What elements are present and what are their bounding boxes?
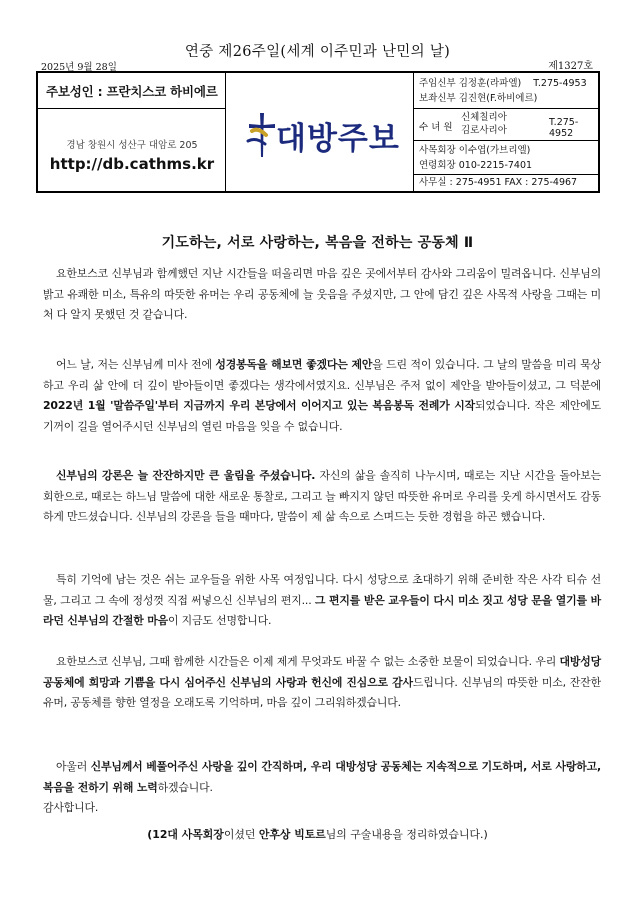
bulletin-title: 연중 제26주일(세계 이주민과 난민의 날) [184, 44, 451, 60]
convent-info [414, 109, 600, 141]
cross-icon [244, 111, 280, 159]
article-paragraph-5 [43, 652, 601, 714]
office-contact: 사무실 : 275-4951 FAX : 275-4967 [419, 177, 578, 188]
closing-name: 안후상 빅토르 [258, 828, 326, 841]
parish-website[interactable]: http://db.cathms.kr [49, 155, 215, 173]
p1-text: 요한보스코 신부님과 함께했던 지난 시간들을 떠올리면 마음 깊은 곳에서부터 감사와 그리움이 밀려옵니다. 신부님의 밝고 유쾌한 미소, 특유의 따뜻한 유머는 우리 공동체에 늘 웃음을 주셨지만, 그 안에 담긴 깊은 사목적 사랑을 그때는 미처 다 알지 못했던 것 같습니다. [43, 267, 601, 322]
p2-bold-a: 성경봉독을 해보면 좋겠다는 제안 [215, 358, 373, 371]
issue-number: 제1327호 [548, 61, 593, 72]
convent-phone: T.275-4952 [549, 117, 579, 139]
sister-names [461, 111, 507, 137]
p2-bold-b: 2022년 1월 '말씀주일'부터 지금까지 우리 본당에서 이어지고 있는 복음봉독 전례가 시작 [43, 399, 476, 413]
closing-role: 사목회장 [181, 828, 224, 841]
article-paragraph-2 [43, 355, 601, 437]
clergy-info [414, 73, 600, 109]
federation-chair: 연령회장 010-2215-7401 [419, 160, 533, 171]
article-paragraph-4 [43, 570, 601, 632]
p5-bold: 대방성당 공동체에 희망과 기쁨을 다시 심어주신 신부님의 사랑과 헌신에 진심으로 감사 [43, 655, 601, 689]
convent-label: 수 녀 원 [419, 122, 453, 133]
closing-open: (12대 [147, 828, 182, 841]
parish-address: 경남 창원시 성산구 대암로 205 [66, 140, 198, 151]
p3-bold: 신부님의 강론은 늘 잔잔하지만 큰 울림을 주셨습니다. [56, 469, 316, 482]
council-chair: 사목회장 이수엽(가브리엘) [419, 145, 531, 156]
closing-text-b: 님의 구술내용을 정리하였습니다.) [325, 828, 488, 841]
issue-date: 2025년 9월 28일 [41, 62, 117, 73]
closing-text-a: 이셨던 [223, 828, 259, 841]
patron-saint: 주보성인 : 프란치스코 하비에르 [38, 73, 226, 109]
p4-bold: 그 편지를 받은 교우들이 다시 미소 짓고 성당 문을 열기를 바라던 신부님의 간절한 마음 [43, 593, 601, 628]
p5-text-b: 드립니다. 신부님의 따뜻한 미소, 잔잔한 유머, 공동체를 향한 열정을 오래도록 기억하며, 마음 깊이 그리워하겠습니다. [43, 675, 601, 710]
masthead-box [36, 71, 600, 193]
article-paragraph-3 [43, 466, 601, 528]
staff-directory [414, 73, 600, 191]
pastor-phone: T.275-4953 [533, 78, 587, 89]
attribution-note [0, 826, 635, 842]
p6-thanks: 감사합니다. [43, 801, 99, 815]
p6-text-b: 하겠습니다. [157, 780, 213, 794]
p2-text-b: 을 드린 적이 있습니다. 그 날의 말씀을 미리 묵상하고 우리 삶 안에 더 깊이 받아들이면 좋겠다는 생각에서였지요. 신부님은 주저 없이 제안을 받아들이셨고, 그 덕분에 [43, 358, 601, 392]
sister-name-2: 김로사리아 [461, 125, 507, 136]
p5-text-a: 요한보스코 신부님, 그때 함께한 시간들은 이제 제게 무엇과도 바꿀 수 없는 소중한 보물이 되었습니다. 우리 [56, 655, 560, 668]
p3-text: 자신의 삶을 솔직히 나누시며, 때로는 지난 시간을 돌아보는 회한으로, 때로는 하느님 말씀에 대한 새로운 통찰로, 그리고 늘 빠지지 않던 따뜻한 유머로 우리를 웃게 하시면서도 감동하게 만드셨습니다. 신부님의 강론을 들을 때마다, 말씀이 제 삶 속으로 스며드는 듯한 경험을 하곤 했습니다. [43, 469, 601, 524]
article-headline: 기도하는, 서로 사랑하는, 복음을 전하는 공동체 Ⅱ [161, 235, 474, 251]
pastor-name: 주임신부 김정훈(라파엘) [419, 78, 522, 89]
masthead-logo [226, 73, 414, 191]
sister-name-1: 신체칠리아 [461, 112, 507, 123]
p2-text-c: 되었습니다. 작은 제안에도 기꺼이 길을 열어주시던 신부님의 열린 마음을 잊을 수 없습니다. [43, 399, 601, 433]
p4-text-a: 특히 기억에 남는 것은 쉬는 교우들을 위한 사목 여정입니다. 다시 성당으로 초대하기 위해 준비한 작은 사각 티슈 선물, 그리고 그 속에 정성껏 직접 써넣으신 신부님의 편지... [43, 573, 601, 607]
masthead-left-column [38, 73, 226, 191]
bulletin-logo-text: 대방주보 [276, 121, 400, 157]
p6-bold: 신부님께서 베풀어주신 사랑을 깊이 간직하며, 우리 대방성당 공동체는 지속적으로 기도하며, 서로 사랑하고, 복음을 전하기 위해 노력 [43, 760, 601, 794]
p4-text-b: 이 지금도 선명합니다. [168, 614, 272, 628]
p6-text-a: 아울러 [56, 760, 91, 773]
assistant-pastor-name: 보좌신부 김진현(F.하비에르) [419, 93, 538, 104]
p2-text-a: 어느 날, 저는 신부님께 미사 전에 [56, 358, 216, 371]
article-paragraph-6 [43, 757, 601, 819]
article-paragraph-1 [43, 264, 601, 326]
council-info [414, 141, 600, 175]
